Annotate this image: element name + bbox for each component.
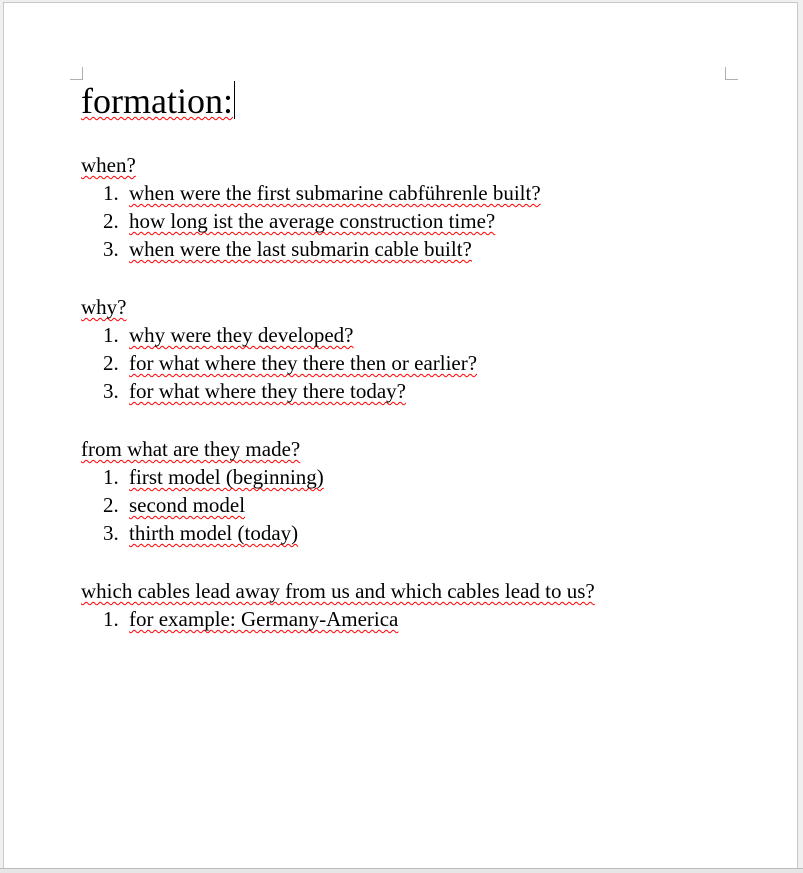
page-bottom-edge xyxy=(0,868,803,873)
list-item[interactable]: 2. second model xyxy=(103,493,246,517)
list-number: 1. xyxy=(103,181,119,205)
section-why xyxy=(81,293,721,405)
list-item[interactable]: 3. thirth model (today) xyxy=(103,521,299,545)
list-item[interactable]: 2. how long ist the average construction time? xyxy=(103,209,496,233)
list-number: 1. xyxy=(103,607,119,631)
section-cables xyxy=(81,577,721,633)
list-item[interactable]: 3. for what where they there today? xyxy=(103,379,406,403)
list-number: 2. xyxy=(103,351,119,375)
list-number: 2. xyxy=(103,209,119,233)
document-title[interactable]: formation: xyxy=(81,81,233,121)
page-margin-corner-top-right xyxy=(725,67,738,80)
section-heading[interactable]: from what are they made? xyxy=(81,437,301,461)
document-body[interactable] xyxy=(81,79,721,633)
section-materials xyxy=(81,435,721,547)
list-number: 3. xyxy=(103,521,119,545)
section-heading[interactable]: why? xyxy=(81,295,127,319)
list-item[interactable]: 1. why were they developed? xyxy=(103,323,354,347)
list-number: 2. xyxy=(103,493,119,517)
list-number: 3. xyxy=(103,379,119,403)
numbered-list xyxy=(81,321,721,405)
list-number: 3. xyxy=(103,237,119,261)
document-page[interactable] xyxy=(3,2,798,868)
list-item[interactable]: 1. first model (beginning) xyxy=(103,465,324,489)
list-item[interactable]: 2. for what where they there then or earlier? xyxy=(103,351,478,375)
list-item[interactable]: 1. when were the first submarine cabführenle built? xyxy=(103,181,541,205)
numbered-list xyxy=(81,463,721,547)
section-heading[interactable]: when? xyxy=(81,153,136,177)
text-cursor xyxy=(234,81,235,119)
list-number: 1. xyxy=(103,465,119,489)
section-heading[interactable]: which cables lead away from us and which cables lead to us? xyxy=(81,579,595,603)
section-when xyxy=(81,151,721,263)
numbered-list xyxy=(81,179,721,263)
numbered-list xyxy=(81,605,721,633)
list-number: 1. xyxy=(103,323,119,347)
list-item[interactable]: 1. for example: Germany-America xyxy=(103,607,399,631)
list-item[interactable]: 3. when were the last submarin cable built? xyxy=(103,237,472,261)
